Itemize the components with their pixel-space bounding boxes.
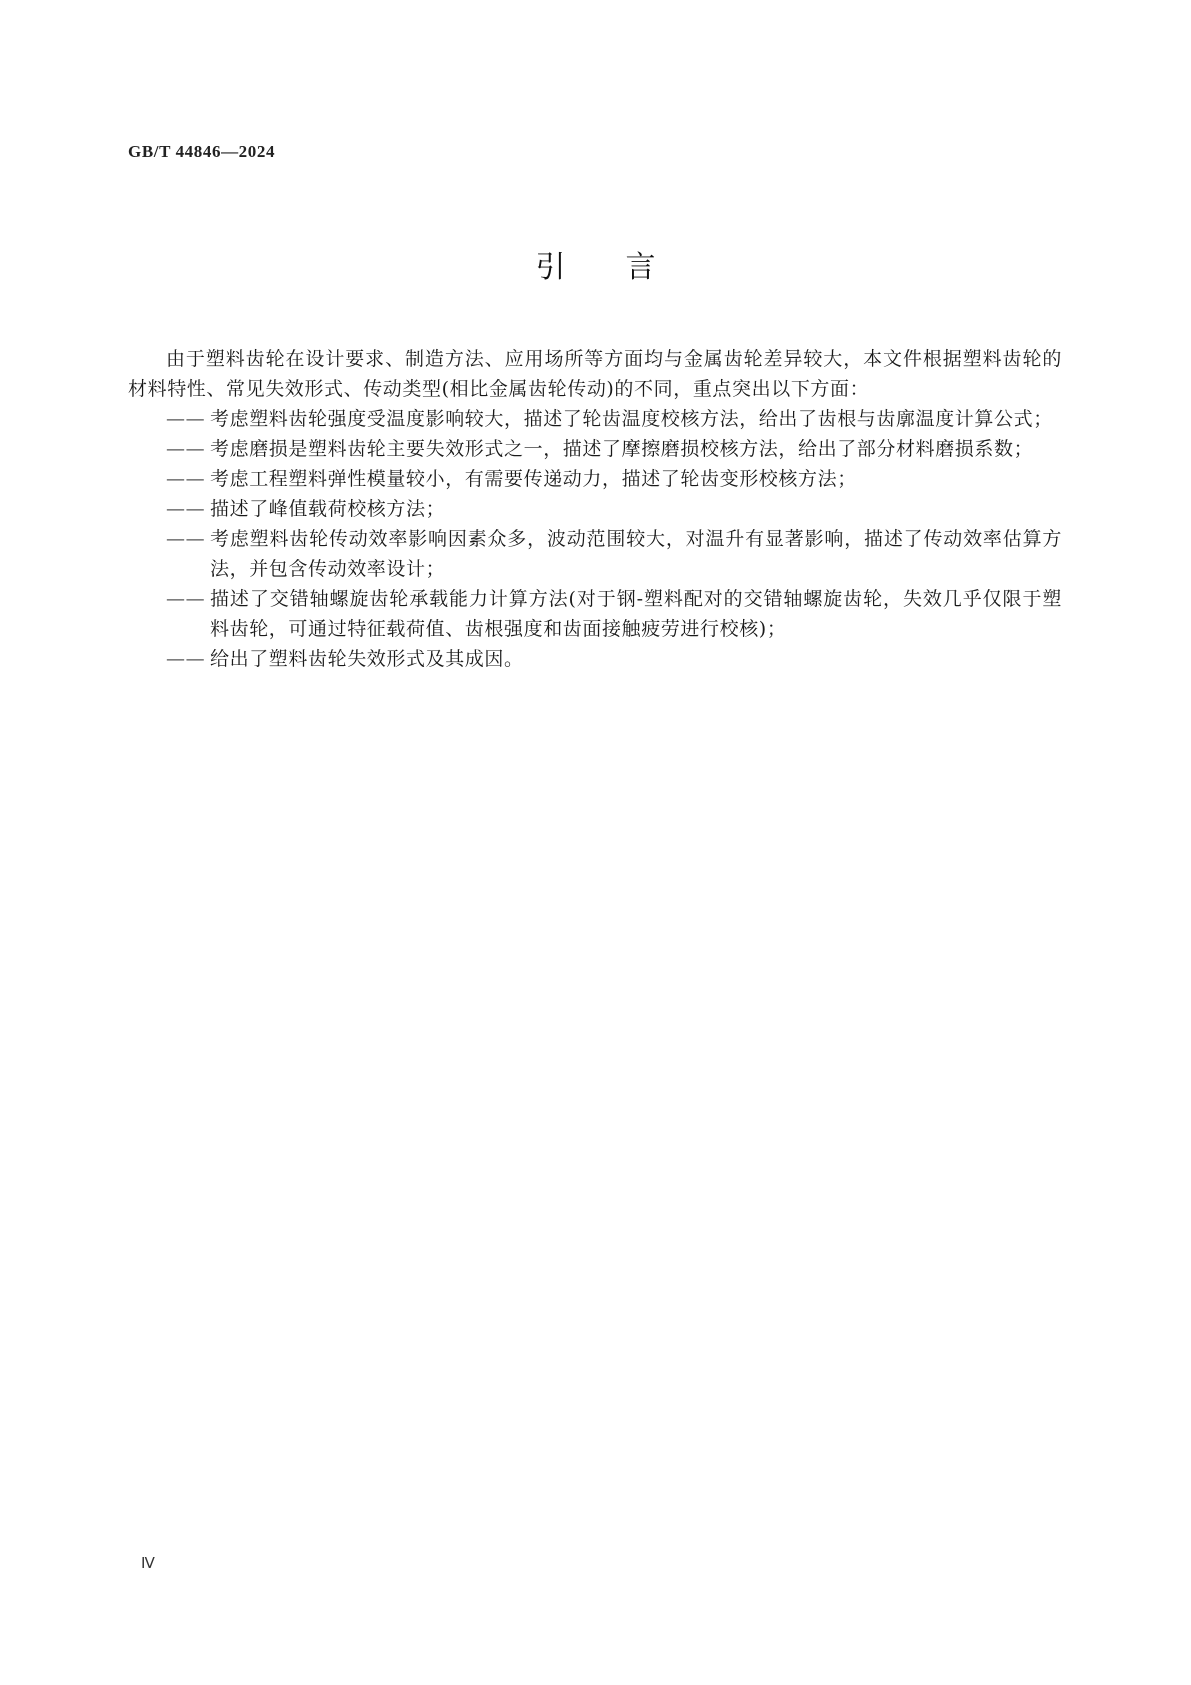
dash-marker: ——	[166, 438, 206, 460]
dash-marker: ——	[166, 588, 206, 610]
list-item-text: 考虑塑料齿轮强度受温度影响较大，描述了轮齿温度校核方法，给出了齿根与齿廓温度计算公式；	[210, 408, 1053, 430]
intro-paragraph: 由于塑料齿轮在设计要求、制造方法、应用场所等方面均与金属齿轮差异较大，本文件根据塑料齿轮的材料特性、常见失效形式、传动类型(相比金属齿轮传动)的不同，重点突出以下方面：	[128, 348, 1062, 400]
list-item-text: 考虑工程塑料弹性模量较小，有需要传递动力，描述了轮齿变形校核方法；	[210, 468, 857, 490]
list-item	[128, 524, 1062, 584]
focus-list	[128, 404, 1062, 674]
page-number: Ⅳ	[141, 1556, 155, 1572]
list-item-text: 考虑塑料齿轮传动效率影响因素众多，波动范围较大，对温升有显著影响，描述了传动效率估算方法，并包含传动效率设计；	[210, 528, 1062, 580]
list-item-text: 给出了塑料齿轮失效形式及其成因。	[210, 648, 524, 670]
dash-marker: ——	[166, 408, 206, 430]
list-item-text: 描述了峰值载荷校核方法；	[210, 498, 446, 520]
list-item	[128, 404, 1062, 434]
list-item-text: 描述了交错轴螺旋齿轮承载能力计算方法(对于钢-塑料配对的交错轴螺旋齿轮，失效几乎仅限于塑料齿轮，可通过特征载荷值、齿根强度和齿面接触疲劳进行校核)；	[210, 588, 1062, 640]
list-item	[128, 494, 1062, 524]
dash-marker: ——	[166, 468, 206, 490]
list-item	[128, 464, 1062, 494]
list-item	[128, 584, 1062, 644]
page-title: 引言	[535, 250, 716, 285]
document-body	[128, 344, 1062, 674]
dash-marker: ——	[166, 498, 206, 520]
dash-marker: ——	[166, 528, 206, 550]
standard-code: GB/T 44846—2024	[128, 142, 276, 161]
dash-marker: ——	[166, 648, 206, 670]
list-item	[128, 644, 1062, 674]
list-item	[128, 434, 1062, 464]
list-item-text: 考虑磨损是塑料齿轮主要失效形式之一，描述了摩擦磨损校核方法，给出了部分材料磨损系数；	[210, 438, 1034, 460]
